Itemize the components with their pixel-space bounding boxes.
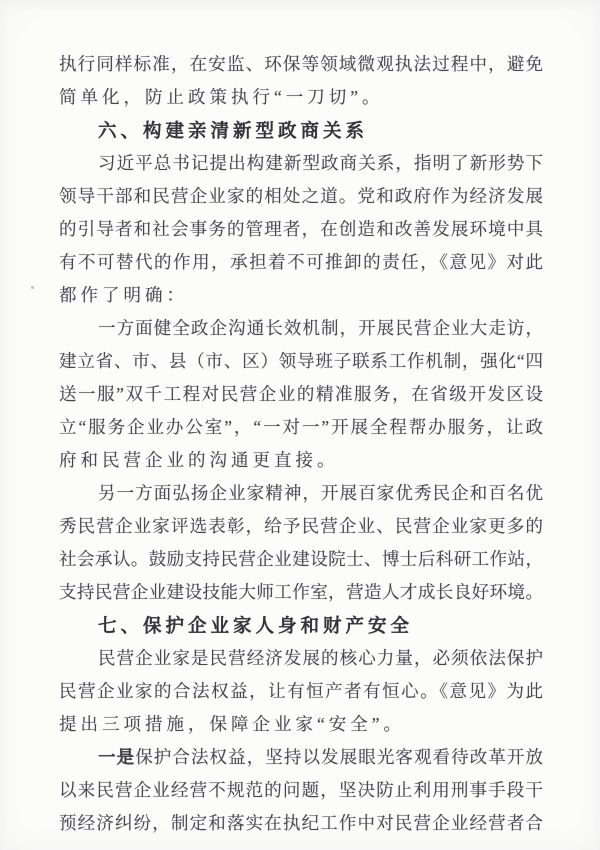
document-lines (59, 48, 543, 840)
text-line: 社会承认。鼓励支持民营企业建设院士、博士后科研工作站， (59, 549, 543, 569)
bold-lead: 一是 (98, 747, 136, 767)
text-line: 支持民营企业建设技能大师工作室，营造人才成长良好环境。 (59, 582, 543, 602)
text-line: 民营企业家的合法权益，让有恒产者有恒心。《意见》为此 (59, 681, 543, 701)
text-line: 送一服”双千工程对民营企业的精准服务，在省级开发区设 (59, 384, 543, 404)
text-line: 立“服务企业办公室”，“一对一”开展全程帮办服务，让政 (59, 417, 543, 437)
text-line: 一方面健全政企沟通长效机制，开展民营企业大走访， (98, 318, 543, 338)
text-line: 一是保护合法权益，坚持以发展眼光客观看待改革开放 (98, 747, 543, 767)
scan-speck (31, 286, 34, 289)
text-line: 执行同样标准，在安监、环保等领域微观执法过程中，避免 (59, 54, 543, 74)
section-heading: 七、保护企业家人身和财产安全 (98, 615, 414, 636)
text-line: 提出三项措施，保障企业家“安全”。 (59, 714, 406, 734)
text-line: 的引导者和社会事务的管理者，在创造和改善发展环境中具 (59, 219, 543, 239)
text-line: 府和民营企业的沟通更直接。 (59, 450, 339, 470)
text-line: 以来民营企业经营不规范的问题，坚决防止利用刑事手段干 (59, 780, 543, 800)
text-line: 习近平总书记提出构建新型政商关系，指明了新形势下 (98, 153, 543, 173)
section-heading: 六、构建亲清新型政商关系 (98, 120, 369, 141)
text-line: 建立省、市、县（市、区）领导班子联系工作机制，强化“四 (59, 351, 543, 371)
text-line: 有不可替代的作用，承担着不可推卸的责任，《意见》对此 (59, 252, 543, 272)
text-line: 预经济纠纷，制定和落实在执纪工作中对民营企业经营者合 (59, 813, 543, 833)
text-line: 民营企业家是民营经济发展的核心力量，必须依法保护 (98, 648, 543, 668)
text-line: 都作了明确： (59, 285, 188, 305)
text-line: 简单化，防止政策执行“一刀切”。 (59, 87, 384, 107)
text-line: 另一方面弘扬企业家精神，开展百家优秀民企和百名优 (98, 483, 543, 503)
text-line: 领导干部和民营企业家的相处之道。党和政府作为经济发展 (59, 186, 543, 206)
text-line: 秀民营企业家评选表彰，给予民营企业、民营企业家更多的 (59, 516, 543, 536)
